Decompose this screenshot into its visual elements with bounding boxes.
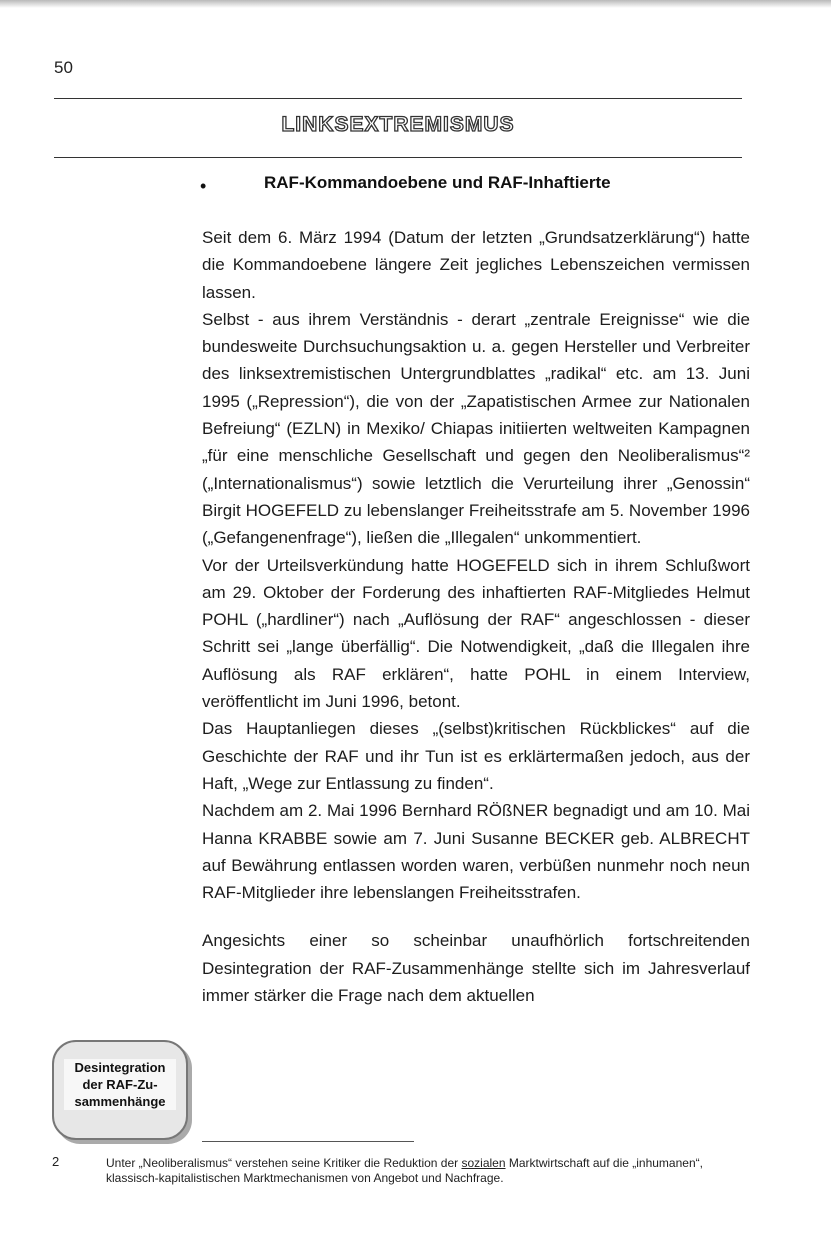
header-rule-top xyxy=(54,98,742,99)
scan-edge-shadow xyxy=(0,0,831,8)
footnote-separator xyxy=(202,1141,414,1142)
footnote-number: 2 xyxy=(52,1154,60,1169)
paragraph: Nachdem am 2. Mai 1996 Bernhard RÖßNER begnadigt und am 10. Mai Hanna KRABBE sowie am 7. Juni Susanne BECKER geb. ALBRECHT auf Bewährung entlassen worden waren, verbüßen nunmehr noch neun RAF-Mitglieder ihre lebenslangen Freiheitsstrafen. xyxy=(202,801,750,903)
margin-note-line: der RAF-Zu- xyxy=(82,1077,158,1092)
margin-note-line: sammenhänge xyxy=(74,1094,166,1109)
paragraph: Vor der Urteilsverkündung hatte HOGEFELD sich in ihrem Schlußwort am 29. Oktober der Forderung des inhaftierten RAF-Mitgliedes Helmut POHL („hardliner“) nach „Auflösung der RAF“ angeschlossen - dieser Schritt sei „lange überfällig“. Die Notwendigkeit, „daß die Illegalen ihre Auflösung als RAF erklären“, hatte POHL in einem Interview, veröffentlicht im Juni 1996, betont. xyxy=(202,555,750,712)
footnote-text xyxy=(106,1156,756,1186)
paragraph: Seit dem 6. März 1994 (Datum der letzten „Grundsatzerklärung“) hatte die Kommandoebene längere Zeit jegliches Lebenszeichen vermissen lassen. xyxy=(202,228,750,302)
paragraph: Selbst - aus ihrem Verständnis - derart „zentrale Ereignisse“ wie die bundesweite Durchsuchungsaktion u. a. gegen Hersteller und Verbreiter des linksextremistischen Untergrundblattes „radikal“ etc. am 13. Juni 1995 („Repression“), die von der „Zapatistischen Armee zur Nationalen Befreiung“ (EZLN) in Mexiko/ Chiapas initiierten weltweiten Kampagnen „für eine menschliche Gesellschaft und gegen den Neoliberalismus“² („Internationalismus“) sowie letztlich die Verurteilung ihrer „Genossin“ Birgit HOGEFELD zu lebenslanger Freiheitsstrafe am 5. November 1996 („Gefangenenfrage“), ließen die „Illegalen“ unkommentiert. xyxy=(202,309,750,548)
section-heading: RAF-Kommandoebene und RAF-Inhaftierte xyxy=(264,173,611,192)
footnote-text-start: Unter „Neoliberalismus“ verstehen seine Kritiker die Reduktion der xyxy=(106,1156,462,1170)
page-number: 50 xyxy=(54,58,73,77)
margin-note-line: Desintegration xyxy=(74,1060,166,1075)
margin-note-box xyxy=(52,1040,188,1140)
paragraph: Das Hauptanliegen dieses „(selbst)kritischen Rückblickes“ auf die Geschichte der RAF und ihr Tun ist es erklärtermaßen jedoch, aus der Haft, „Wege zur Entlassung zu finden“. xyxy=(202,719,750,793)
paragraph: Angesichts einer so scheinbar unaufhörlich fortschreitenden Desintegration der RAF-Zusammenhänge stellte sich im Jahresverlauf immer stärker die Frage nach dem aktuellen xyxy=(202,931,750,1006)
footnote-underlined-word: sozialen xyxy=(461,1156,506,1170)
footnote-text-end: Marktwirtschaft auf die „inhumanen“, klassisch-kapitalistischen Marktmechanismen von Angebot und Nachfrage. xyxy=(106,1156,703,1185)
header-title: LINKSEXTREMISMUS xyxy=(281,113,515,136)
margin-note-text xyxy=(64,1059,176,1110)
header-rule-bottom xyxy=(54,157,742,158)
body-text xyxy=(202,224,750,1009)
bullet-icon: • xyxy=(200,176,207,196)
